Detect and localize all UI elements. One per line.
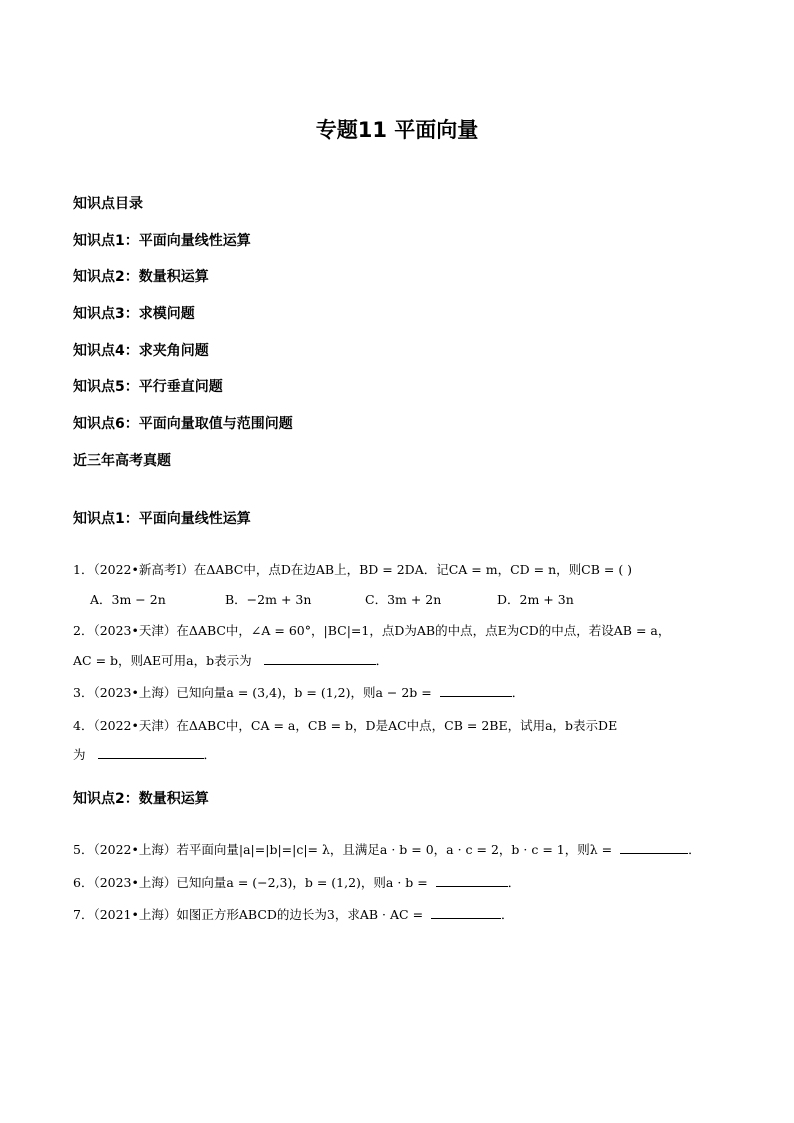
question-5-text: 5．（2022•上海）若平面向量|a|=|b|=|c|= λ，且满足a · b = 0，a · c = 2，b · c = 1，则λ = bbox=[73, 842, 613, 857]
question-2-line-1: 2．（2023•天津）在ΔABC中，∠A = 60°，|BC|=1，点D为AB的中点，点E为CD的中点，若设AB = a， bbox=[73, 623, 671, 638]
answer-blank[interactable] bbox=[620, 841, 688, 854]
question-4-line-2: 为 ． bbox=[73, 747, 217, 762]
question-5: 5．（2022•上海）若平面向量|a|=|b|=|c|= λ，且满足a · b = 0，a · c = 2，b · c = 1，则λ = ． bbox=[73, 842, 701, 857]
answer-blank[interactable] bbox=[98, 746, 204, 759]
toc-item: 知识点4：求夹角问题 bbox=[73, 343, 209, 359]
answer-blank[interactable] bbox=[264, 652, 376, 665]
question-6: 6．（2023•上海）已知向量a = (−2,3)，b = (1,2)，则a · b = ． bbox=[73, 875, 521, 890]
question-3: 3．（2023•上海）已知向量a = (3,4)，b = (1,2)，则a − 2b = ． bbox=[73, 685, 525, 700]
toc-item: 知识点3：求模问题 bbox=[73, 306, 195, 322]
toc-item: 近三年高考真题 bbox=[73, 453, 171, 469]
toc-item: 知识点5：平行垂直问题 bbox=[73, 379, 223, 395]
question-4-text: 为 bbox=[73, 747, 86, 762]
question-1: 1．（2022•新高考Ⅰ）在ΔABC中，点D在边AB上，BD = 2DA．记CA = m，CD = n，则CB = ( ) bbox=[73, 562, 633, 577]
option-c: C．3m + 2n bbox=[365, 592, 442, 607]
toc-item: 知识点2：数量积运算 bbox=[73, 269, 209, 285]
option-a: A．3m − 2n bbox=[90, 592, 166, 607]
page-title: 专题11 平面向量 bbox=[315, 118, 479, 142]
question-6-text: 6．（2023•上海）已知向量a = (−2,3)，b = (1,2)，则a · b = bbox=[73, 875, 428, 890]
toc-item: 知识点6：平面向量取值与范围问题 bbox=[73, 416, 293, 432]
question-4-line-1: 4．（2022•天津）在ΔABC中，CA = a，CB = b，D是AC中点，CB = 2BE，试用a，b表示DE bbox=[73, 718, 618, 733]
question-2-text: AC = b，则AE可用a，b表示为 bbox=[73, 653, 252, 668]
toc-item: 知识点1：平面向量线性运算 bbox=[73, 233, 251, 249]
question-2-line-2: AC = b，则AE可用a，b表示为 ． bbox=[73, 653, 389, 668]
toc-heading: 知识点目录 bbox=[73, 196, 143, 212]
answer-blank[interactable] bbox=[440, 684, 512, 697]
section-heading: 知识点2：数量积运算 bbox=[73, 791, 209, 807]
section-heading: 知识点1：平面向量线性运算 bbox=[73, 511, 251, 527]
question-7: 7．（2021•上海）如图正方形ABCD的边长为3，求AB · AC = ． bbox=[73, 907, 514, 922]
question-3-text: 3．（2023•上海）已知向量a = (3,4)，b = (1,2)，则a − 2b = bbox=[73, 685, 432, 700]
option-b: B．−2m + 3n bbox=[225, 592, 312, 607]
answer-blank[interactable] bbox=[431, 906, 501, 919]
answer-blank[interactable] bbox=[436, 874, 508, 887]
option-d: D．2m + 3n bbox=[497, 592, 574, 607]
question-7-text: 7．（2021•上海）如图正方形ABCD的边长为3，求AB · AC = bbox=[73, 907, 424, 922]
